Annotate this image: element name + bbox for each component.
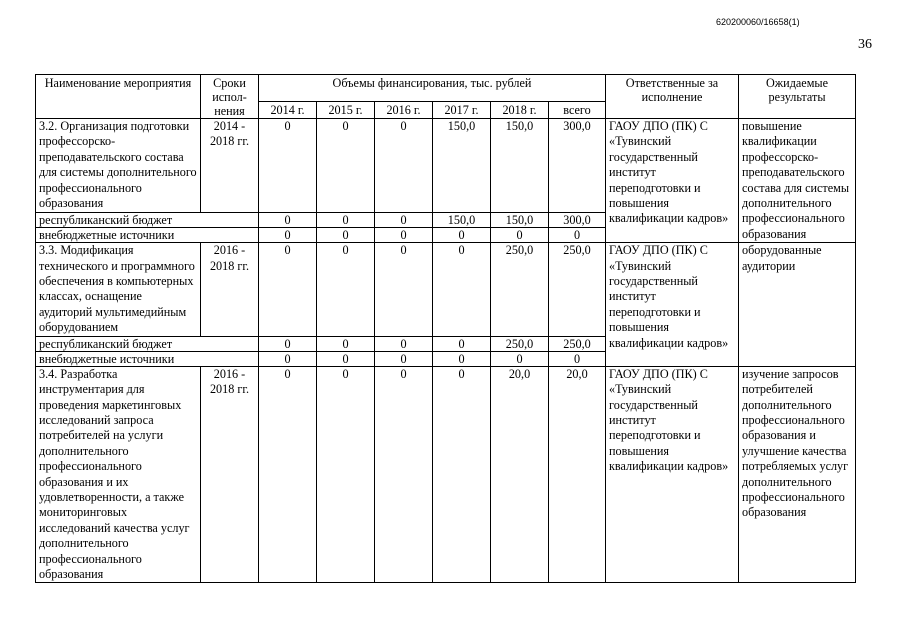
- source-label: внебюджетные источники: [36, 351, 259, 366]
- value-cell: 0: [259, 243, 317, 336]
- header-terms: Сроки испол-нения: [201, 75, 259, 119]
- value-cell: 0: [259, 336, 317, 351]
- value-cell: 150,0: [491, 119, 549, 213]
- header-total: всего: [549, 102, 606, 119]
- value-cell: 0: [375, 351, 433, 366]
- value-cell: 0: [433, 228, 491, 243]
- table-row: [36, 243, 856, 336]
- document-code: 620200060/16658(1): [716, 17, 800, 27]
- source-label: республиканский бюджет: [36, 213, 259, 228]
- responsible-cell: ГАОУ ДПО (ПК) С «Тувинский государственный институт переподготовки и повышения квалификации кадров»: [606, 119, 739, 243]
- activity-name: 3.3. Модификация технического и программного обеспечения в компьютерных классах, оснащение аудиторий мультимедийным оборудованием: [36, 243, 201, 336]
- header-year: 2015 г.: [317, 102, 375, 119]
- value-cell: 0: [375, 213, 433, 228]
- value-cell: 0: [375, 243, 433, 336]
- header-financing: Объемы финансирования, тыс. рублей: [259, 75, 606, 102]
- value-cell: 0: [375, 119, 433, 213]
- value-cell: 0: [317, 336, 375, 351]
- value-cell: 150,0: [433, 119, 491, 213]
- header-name: Наименование мероприятия: [36, 75, 201, 119]
- value-cell: 0: [433, 366, 491, 583]
- value-cell: 150,0: [433, 213, 491, 228]
- header-year: 2014 г.: [259, 102, 317, 119]
- activity-terms: 2016 - 2018 гг.: [201, 243, 259, 336]
- value-cell: 20,0: [491, 366, 549, 583]
- value-cell: 300,0: [549, 119, 606, 213]
- value-cell: 0: [491, 228, 549, 243]
- activity-terms: 2016 - 2018 гг.: [201, 366, 259, 583]
- header-year: 2016 г.: [375, 102, 433, 119]
- financing-table: [35, 74, 856, 583]
- value-cell: 0: [317, 119, 375, 213]
- results-cell: изучение запросов потребителей дополнительного профессионального образования и улучшение качества потребляемых услуг дополнительного профессионального образования: [739, 366, 856, 583]
- value-cell: 0: [433, 351, 491, 366]
- value-cell: 0: [375, 336, 433, 351]
- page-number: 36: [858, 37, 872, 52]
- value-cell: 150,0: [491, 213, 549, 228]
- table-row: [36, 366, 856, 583]
- source-label: республиканский бюджет: [36, 336, 259, 351]
- value-cell: 250,0: [549, 243, 606, 336]
- results-cell: оборудованные аудитории: [739, 243, 856, 366]
- source-label: внебюджетные источники: [36, 228, 259, 243]
- table-row: [36, 119, 856, 213]
- activity-name: 3.4. Разработка инструментария для проведения маркетинговых исследований запроса потребителей на услуги дополнительного профессионального образования и их удовлетворенности, а также мониторинговых исследований качества услуг дополнительного профессионального образования: [36, 366, 201, 583]
- value-cell: 0: [259, 351, 317, 366]
- header-year: 2017 г.: [433, 102, 491, 119]
- value-cell: 0: [549, 351, 606, 366]
- value-cell: 0: [317, 243, 375, 336]
- value-cell: 0: [375, 366, 433, 583]
- responsible-cell: ГАОУ ДПО (ПК) С «Тувинский государственный институт переподготовки и повышения квалификации кадров»: [606, 366, 739, 583]
- value-cell: 250,0: [491, 243, 549, 336]
- results-cell: повышение квалификации профессорско-преподавательского состава для системы дополнительного профессионального образования: [739, 119, 856, 243]
- header-responsible: Ответственные за исполнение: [606, 75, 739, 119]
- value-cell: 0: [549, 228, 606, 243]
- value-cell: 0: [259, 228, 317, 243]
- value-cell: 300,0: [549, 213, 606, 228]
- header-year: 2018 г.: [491, 102, 549, 119]
- value-cell: 0: [259, 213, 317, 228]
- activity-terms: 2014 - 2018 гг.: [201, 119, 259, 213]
- header-results: Ожидаемые результаты: [739, 75, 856, 119]
- value-cell: 0: [375, 228, 433, 243]
- responsible-cell: ГАОУ ДПО (ПК) С «Тувинский государственный институт переподготовки и повышения квалификации кадров»: [606, 243, 739, 366]
- value-cell: 250,0: [549, 336, 606, 351]
- value-cell: 0: [317, 351, 375, 366]
- value-cell: 0: [433, 243, 491, 336]
- activity-name: 3.2. Организация подготовки профессорско-преподавательского состава для системы дополнительного профессионального образования: [36, 119, 201, 213]
- value-cell: 0: [491, 351, 549, 366]
- value-cell: 20,0: [549, 366, 606, 583]
- value-cell: 250,0: [491, 336, 549, 351]
- value-cell: 0: [317, 366, 375, 583]
- value-cell: 0: [433, 336, 491, 351]
- value-cell: 0: [259, 119, 317, 213]
- value-cell: 0: [317, 213, 375, 228]
- value-cell: 0: [259, 366, 317, 583]
- value-cell: 0: [317, 228, 375, 243]
